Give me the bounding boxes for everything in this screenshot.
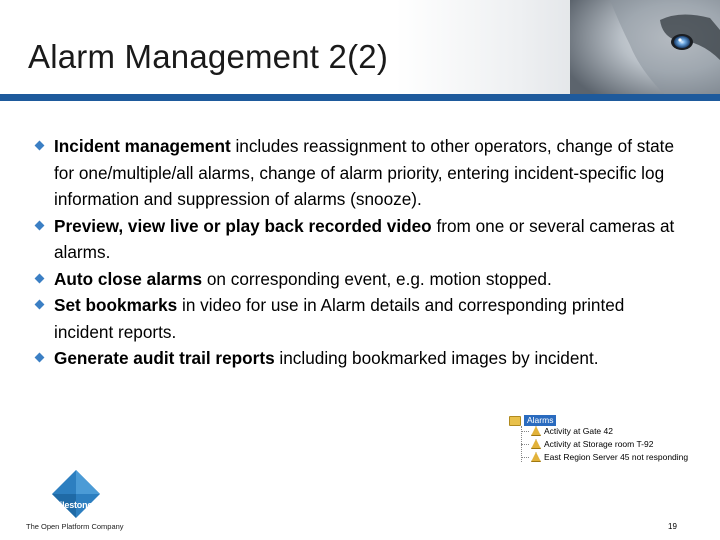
alarm-icon	[531, 426, 541, 436]
bullet-text: including bookmarked images by incident.	[274, 348, 599, 368]
alarm-tree-item-label: Activity at Gate 42	[544, 426, 613, 436]
diamond-bullet-icon	[35, 273, 45, 283]
bullet-text: from one or several cameras at alarms.	[54, 215, 675, 262]
milestone-logo-icon	[50, 468, 102, 520]
bullet-bold: Incident management	[54, 136, 231, 156]
diamond-bullet-icon	[35, 353, 45, 363]
slide-title: Alarm Management 2(2)	[28, 38, 389, 75]
alarm-tree-item[interactable]	[521, 452, 688, 462]
alarm-tree	[509, 413, 689, 468]
alarm-tree-item[interactable]	[521, 426, 613, 436]
header-divider	[0, 94, 720, 101]
bullet-list	[34, 133, 684, 372]
bullet-text: on corresponding event, e.g. motion stopped.	[202, 268, 552, 289]
alarm-tree-item-label: East Region Server 45 not responding	[544, 452, 689, 462]
company-tagline: The Open Platform Company	[26, 522, 124, 531]
bullet-text: in video for use in Alarm details and corresponding printed incident reports.	[54, 295, 625, 342]
bullet-item	[34, 292, 684, 345]
diamond-bullet-icon	[35, 300, 45, 310]
bullet-bold: Preview, view live or play back recorded video	[54, 215, 432, 236]
alarm-tree-root-label: Alarms	[524, 415, 556, 426]
bullet-item	[34, 133, 684, 213]
bullet-item	[34, 213, 684, 266]
alarm-icon	[531, 452, 541, 462]
logo-text: milestone	[52, 500, 93, 510]
alarm-tree-root[interactable]	[509, 415, 556, 426]
bullet-item	[34, 345, 684, 372]
bullet-text: includes reassignment to other operators, change of state for one/multiple/all alarms, change of alarm priority, entering incident-specific log information and suppression of alarms (snooze).	[54, 136, 675, 209]
page-number: 19	[668, 522, 677, 531]
diamond-bullet-icon	[35, 220, 45, 230]
alarm-tree-item-label: Activity at Storage room T-92	[544, 439, 654, 449]
bullet-bold: Auto close alarms	[54, 268, 203, 289]
folder-icon	[509, 416, 521, 426]
diamond-bullet-icon	[35, 141, 45, 151]
slide-header	[0, 0, 720, 95]
bullet-item	[34, 266, 684, 293]
alarm-icon	[531, 439, 541, 449]
bullet-bold: Set bookmarks	[54, 295, 178, 315]
wolf-image	[570, 0, 720, 95]
alarm-tree-item[interactable]	[521, 439, 653, 449]
bullet-bold: Generate audit trail reports	[54, 348, 275, 368]
